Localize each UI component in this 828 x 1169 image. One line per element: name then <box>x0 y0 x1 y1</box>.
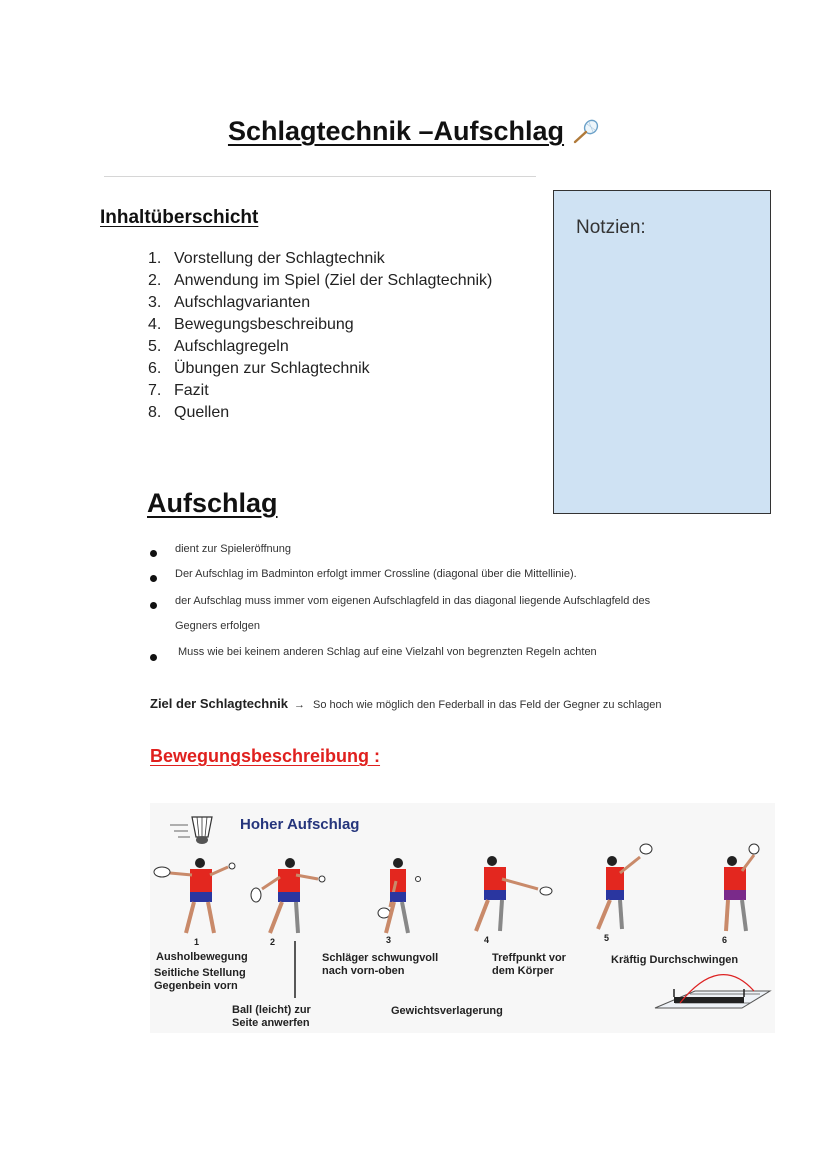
step-number: 4 <box>484 935 490 945</box>
step-number: 5 <box>604 933 610 943</box>
caption: Kräftig Durchschwingen <box>611 954 739 966</box>
goal-row <box>150 695 662 713</box>
bullet-dot <box>150 550 157 557</box>
toc-item: 3. Aufschlagvarianten <box>148 294 311 311</box>
movement-illustration <box>150 803 775 1033</box>
section-heading-bewegungsbeschreibung: Bewegungsbeschreibung : <box>150 746 381 766</box>
toc-item: 2. Anwendung im Spiel (Ziel der Schlagtechnik) <box>148 272 493 289</box>
caption: Gewichtsverlagerung <box>391 1005 503 1017</box>
arrow-right-icon: → <box>294 699 305 711</box>
caption: Seitliche Stellung Gegenbein vorn <box>154 967 246 992</box>
bullet-text: Der Aufschlag im Badminton erfolgt immer Crossline (diagonal über die Mittellinie). <box>175 568 577 580</box>
step-number: 3 <box>386 935 392 945</box>
step-number: 1 <box>194 937 200 947</box>
toc-item: 5. Aufschlagregeln <box>148 338 289 355</box>
caption: Treffpunkt vor dem Körper <box>492 952 566 977</box>
bullet-text: dient zur Spieleröffnung <box>175 543 291 555</box>
step-number: 2 <box>270 937 276 947</box>
bullet-dot <box>150 654 157 661</box>
page-title-text: Schlagtechnik –Aufschlag <box>227 116 565 146</box>
toc-item: 1. Vorstellung der Schlagtechnik <box>148 250 385 267</box>
badminton-racket-icon <box>570 118 600 144</box>
toc-item: 6. Übungen zur Schlagtechnik <box>148 360 370 377</box>
toc-list <box>148 248 492 424</box>
divider <box>104 176 536 177</box>
goal-label: Ziel der Schlagtechnik <box>150 696 288 711</box>
notes-label: Notzien: <box>576 217 646 238</box>
page-title <box>0 116 828 147</box>
toc-item: 8. Quellen <box>148 404 230 421</box>
toc-item: 4. Bewegungsbeschreibung <box>148 316 354 333</box>
illustration-title: Hoher Aufschlag <box>240 816 360 833</box>
bullet-text-continued: Gegners erfolgen <box>175 620 260 632</box>
caption: Ball (leicht) zur Seite anwerfen <box>232 1004 311 1029</box>
toc-item: 7. Fazit <box>148 382 209 399</box>
bullet-text: Muss wie bei keinem anderen Schlag auf eine Vielzahl von begrenzten Regeln achten <box>178 646 597 658</box>
step-number: 6 <box>722 935 728 945</box>
toc-heading: Inhaltüberschicht <box>100 207 259 228</box>
bullet-dot <box>150 602 157 609</box>
goal-text: So hoch wie möglich den Federball in das Feld der Gegner zu schlagen <box>313 699 662 711</box>
notes-box[interactable] <box>553 190 771 514</box>
bullet-text: der Aufschlag muss immer vom eigenen Aufschlagfeld in das diagonal liegende Aufschlagfeld des <box>175 595 651 607</box>
bullet-dot <box>150 575 157 582</box>
section-heading-aufschlag: Aufschlag <box>147 488 278 518</box>
caption: Schläger schwungvoll nach vorn-oben <box>322 952 439 977</box>
caption: Ausholbewegung <box>156 951 248 963</box>
